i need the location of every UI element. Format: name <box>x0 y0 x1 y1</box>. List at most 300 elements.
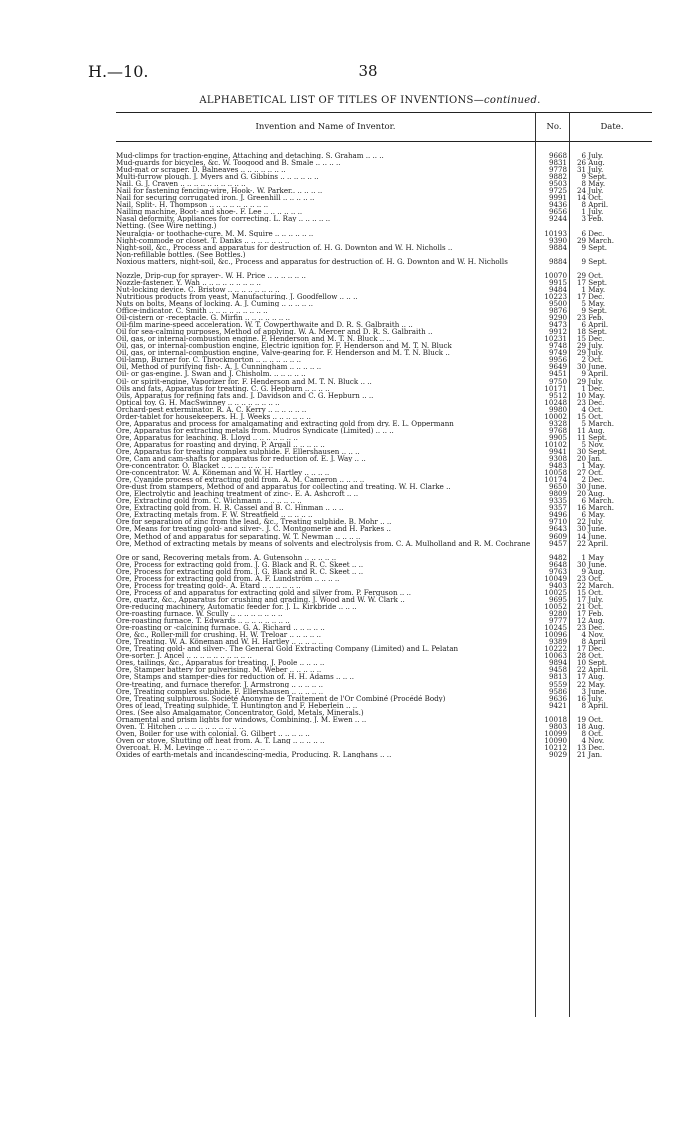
invention-title: Ores of lead, Treating sulphide. T. Huntington and F. Heberlein .. .. <box>116 701 358 709</box>
invention-title: Ore, Extracting metals from. F. W. Streatfield .. .. .. .. .. <box>116 511 313 519</box>
date-day: 29 <box>576 376 586 386</box>
date-month: April. <box>588 665 609 675</box>
table-row <box>116 258 652 272</box>
table-row <box>116 476 652 483</box>
date-month: Sept. <box>588 242 607 252</box>
invention-number: 9813 <box>548 672 567 682</box>
invention-title: Ore for separation of zinc from the lead, &c., Treating sulphide. B. Mohr .. .. <box>116 518 392 526</box>
date-day: 1 <box>581 383 586 393</box>
invention-number: 10223 <box>544 291 567 301</box>
invention-number: 10090 <box>544 735 567 745</box>
invention-title: Orchard-pest exterminator. R. A. C. Kerry .. .. .. .. .. .. <box>116 405 307 413</box>
date-month: Oct. <box>588 404 604 414</box>
invention-title: Oil for sea-calming purposes, Method of applying. W. A. Mercer and D. R. S. Galbraith .. <box>116 328 433 336</box>
date-day: 19 <box>576 714 586 724</box>
invention-number: 9956 <box>548 355 567 365</box>
date-month: Oct. <box>588 468 604 478</box>
invention-number: 9636 <box>548 693 567 703</box>
invention-number: 9778 <box>548 165 567 175</box>
invention-number: 10222 <box>544 644 567 654</box>
invention-number: 9029 <box>548 749 567 759</box>
date-month: Nov. <box>588 735 605 745</box>
table-row <box>116 392 652 399</box>
date-month: Dec. <box>588 228 605 238</box>
table-row <box>116 293 652 300</box>
table-row <box>116 504 652 511</box>
invention-date <box>574 215 652 222</box>
table-row <box>116 378 652 385</box>
invention-number: 9876 <box>548 306 567 316</box>
date-month: Dec. <box>588 623 605 633</box>
date-day: 1 <box>581 552 586 562</box>
table-row <box>116 631 652 638</box>
invention-number: 9586 <box>548 686 567 696</box>
invention-number: 9473 <box>548 320 567 330</box>
table-row <box>116 363 652 370</box>
invention-title: Ore, Method of extracting metals by means of solvents and electrolysis from. C. A. Mulholland and R. M. Cochrane <box>116 539 531 547</box>
table-row <box>116 370 652 377</box>
invention-title: Ore, Extracting gold from. H. R. Cassel and B. C. Hinman .. .. .. <box>116 504 344 512</box>
date-month: June. <box>588 686 607 696</box>
invention-title: Ore, Process for extracting gold from. A. F. Lundström .. .. .. .. <box>116 574 340 582</box>
invention-number: 9749 <box>548 348 567 358</box>
table-header-row <box>116 112 652 142</box>
invention-number: 10025 <box>544 587 567 597</box>
date-day: 9 <box>581 369 586 379</box>
date-month: Oct. <box>588 355 604 365</box>
date-day: 30 <box>576 524 586 534</box>
list-title <box>120 95 620 106</box>
table-row <box>116 638 652 645</box>
table-row <box>116 596 652 603</box>
invention-title: Oil-lamp, Burner for. C. Throckmorton .. .. .. .. .. .. .. <box>116 356 301 364</box>
table-row <box>116 610 652 617</box>
invention-number: 9991 <box>548 193 567 203</box>
table-row <box>116 666 652 673</box>
date-month: Oct. <box>588 270 604 280</box>
invention-title: Nuts on bolts, Means of locking. A. J. Cuming .. .. .. .. .. <box>116 299 314 308</box>
invention-date <box>574 751 652 758</box>
invention-title: Ore-roasting furnace. W. Scully .. .. .. .. .. .. .. .. <box>116 610 283 618</box>
invention-number: 9335 <box>548 496 567 506</box>
invention-number: 9656 <box>548 207 567 217</box>
table-row <box>116 737 652 744</box>
invention-number: 9280 <box>548 609 567 619</box>
date-month: May. <box>588 461 606 471</box>
invention-number: 9458 <box>548 665 567 675</box>
invention-number: 9695 <box>548 594 567 604</box>
invention-title: Oxides of earth-metals and incandescing-media, Producing. R. Langhans .. .. <box>116 750 392 759</box>
date-month: Aug. <box>588 721 605 731</box>
date-month: June. <box>588 524 607 534</box>
invention-title: Ore, Treating gold- and silver-. The General Gold Extracting Company (Limited) and L. Pelatan <box>116 645 459 653</box>
date-day: 17 <box>576 672 586 682</box>
invention-number: 9496 <box>548 510 567 520</box>
invention-title: Nasal deformity, Appliances for correcting. L. Ray .. .. .. .. .. <box>116 215 331 223</box>
table-row <box>116 533 652 540</box>
invention-title: Oven, Boiler for use with colonial. G. Gilbert .. .. .. .. .. <box>116 729 310 737</box>
date-month: Oct. <box>588 602 604 611</box>
date-day: 3 <box>581 214 586 224</box>
date-month: Sept. <box>588 277 607 287</box>
table-row <box>116 490 652 497</box>
date-day: 4 <box>581 630 586 640</box>
date-day: 30 <box>576 559 586 569</box>
invention-title: Ore-dust from stampers, Method of and apparatus for collecting and treating. W. H. Clarke .. <box>116 483 451 491</box>
date-month: Feb. <box>588 214 604 224</box>
table-row <box>116 681 652 688</box>
date-day: 12 <box>576 616 586 626</box>
date-day: 26 <box>576 158 586 168</box>
invention-number: 9609 <box>548 531 567 541</box>
date-month: Aug. <box>588 566 605 576</box>
invention-number: 9725 <box>548 186 567 196</box>
date-day: 18 <box>576 327 586 337</box>
table-row <box>116 709 652 716</box>
table-row <box>116 328 652 335</box>
date-month: Oct. <box>588 587 604 597</box>
column-header-invention: Invention and Name of Inventor. <box>255 122 396 132</box>
table-row <box>116 180 652 187</box>
invention-title: Ore, Treating complex sulphide. F. Ellershausen .. .. .. .. .. <box>116 687 324 695</box>
table-row <box>116 427 652 434</box>
invention-number: 9484 <box>548 284 567 294</box>
invention-date <box>574 702 652 709</box>
invention-number: 9649 <box>548 362 567 372</box>
invention-title: Netting. (See Wire netting.) <box>116 222 217 230</box>
invention-title: Nozzle, Drip-cup for sprayer-. W. H. Price .. .. .. .. .. .. <box>116 271 306 279</box>
table-row <box>116 603 652 610</box>
date-month: March. <box>588 496 614 506</box>
invention-title: Ore-treating, and furnace therefor. J. Armstrong .. .. .. .. .. <box>116 680 323 688</box>
date-month: July. <box>588 376 604 386</box>
date-month: Dec. <box>588 397 605 407</box>
invention-title: Ores. (See also Amalgamator, Concentrator, Gold, Metals, Minerals.) <box>116 708 364 716</box>
invention-title: Ore, &c., Roller-mill for crushing. H. W. Treloar .. .. .. .. .. <box>116 631 322 639</box>
table-row <box>116 152 652 159</box>
invention-number: 9650 <box>548 482 567 492</box>
table-row <box>116 300 652 307</box>
invention-number: 10102 <box>544 439 567 449</box>
table-row <box>116 173 652 180</box>
invention-title: Ore, Stamper battery for pulverising. M. Weber .. .. .. .. .. <box>116 666 322 674</box>
table-row <box>116 399 652 406</box>
date-day: 8 <box>581 200 586 210</box>
date-day: 5 <box>581 418 586 428</box>
date-day: 6 <box>581 510 586 520</box>
invention-number: 10052 <box>544 602 567 611</box>
invention-title: Ore, Means for treating gold- and silver-. J. C. Montgomerie and H. Parkes .. <box>116 525 391 533</box>
date-day: 17 <box>576 609 586 619</box>
invention-title: Ore, Apparatus for leaching. B. Lloyd .. .. .. .. .. .. .. <box>116 433 298 441</box>
table-row <box>116 652 652 659</box>
invention-title: Ore, Stamps and stamper-dies for reduction of. H. H. Adams .. .. .. <box>116 673 355 681</box>
invention-title: Oil-cistern or -receptacle. G. Mirfin .. .. .. .. .. .. .. <box>116 314 291 322</box>
invention-title: Oil, gas, or internal-combustion engine, Electric ignition for. F. Henderson and M. T. N. Bluck <box>116 342 452 350</box>
date-day: 8 <box>581 179 586 189</box>
date-day: 30 <box>576 482 586 492</box>
date-day: 29 <box>576 235 586 245</box>
invention-number: 9894 <box>548 658 567 668</box>
date-day: 31 <box>576 165 586 175</box>
date-month: Oct. <box>588 651 604 661</box>
date-day: 30 <box>576 362 586 372</box>
date-day: 17 <box>576 291 586 301</box>
date-day: 28 <box>576 651 586 661</box>
invention-number: 9403 <box>548 580 567 590</box>
invention-number: 9768 <box>548 425 567 435</box>
date-day: 21 <box>576 602 586 611</box>
invention-title: Ore or sand, Recovering metals from. A. Gutensohn .. .. .. .. .. <box>116 553 337 561</box>
date-month: March. <box>588 503 614 513</box>
date-month: Dec. <box>588 291 605 301</box>
table-row <box>116 624 652 631</box>
invention-title: Oil, gas, or internal-combustion engine. F. Henderson and M. T. N. Bluck .. .. <box>116 335 392 343</box>
table-row <box>116 617 652 624</box>
table-row <box>116 589 652 596</box>
date-day: 8 <box>581 700 586 710</box>
invention-number: 10245 <box>544 623 567 633</box>
date-day: 15 <box>576 587 586 597</box>
date-month: Oct. <box>588 193 604 203</box>
date-day: 14 <box>576 193 586 203</box>
invention-title: Ore, Process for extracting gold from. J. G. Black and R. C. Skeet .. .. <box>116 567 364 575</box>
invention-number: 10174 <box>544 475 567 485</box>
date-day: 17 <box>576 594 586 604</box>
date-month: July. <box>588 693 604 703</box>
date-month: May. <box>588 284 606 294</box>
invention-title: Oil, Method of purifying fish-. A. J. Cunningham .. .. .. .. .. <box>116 363 322 371</box>
date-day: 8 <box>581 728 586 738</box>
invention-number: 9803 <box>548 721 567 731</box>
table-row <box>116 688 652 695</box>
invention-number: 10099 <box>544 728 567 738</box>
invention-title: Nozzle-fastener. Y. Wah .. .. .. .. .. .. .. .. .. <box>116 278 261 286</box>
invention-number: 9912 <box>548 327 567 337</box>
invention-date <box>574 244 652 251</box>
invention-title: Ore, Apparatus and process for amalgamating and extracting gold from dry. E. L. Oppermann <box>116 419 454 427</box>
date-month: Jan. <box>588 454 603 464</box>
invention-title: Oil, gas, or internal-combustion engine, Valve-gearing for. F. Henderson and M. T. N. Bluck .. <box>116 349 450 357</box>
date-day: 21 <box>576 749 586 759</box>
table-row <box>116 511 652 518</box>
invention-title: Ore-roasting furnace. T. Edwards .. .. .. .. .. .. .. .. <box>116 617 290 625</box>
date-day: 27 <box>576 468 586 478</box>
inventions-table-header <box>116 112 652 142</box>
invention-number: 9390 <box>548 235 567 245</box>
table-row <box>116 483 652 490</box>
date-day: 9 <box>581 566 586 576</box>
date-day: 23 <box>576 573 586 583</box>
table-row <box>116 554 652 561</box>
invention-title: Nut-locking device. C. Bristow .. .. .. .. .. .. .. .. <box>116 285 280 293</box>
date-day: 5 <box>581 298 586 308</box>
table-row <box>116 307 652 314</box>
invention-title: Ore, Apparatus for extracting metals from. Mudros Syndicate (Limited) .. .. .. <box>116 426 394 434</box>
date-day: 30 <box>576 446 586 456</box>
date-month: April. <box>588 369 609 379</box>
invention-number: 9357 <box>548 503 567 513</box>
date-month: June. <box>588 482 607 492</box>
table-row <box>116 187 652 194</box>
date-day: 14 <box>576 531 586 541</box>
invention-title: Mud-climps for traction-engine, Attaching and detaching. S. Graham .. .. .. <box>116 152 384 160</box>
table-row <box>116 356 652 363</box>
table-row <box>116 222 652 229</box>
date-day: 9 <box>581 172 586 182</box>
invention-number: 9941 <box>548 446 567 456</box>
invention-number: 10171 <box>544 383 567 393</box>
invention-title: Oil-film marine-speed acceleration. W. T. Cowperthwaite and D. R. S. Galbraith .. .. <box>116 321 413 329</box>
invention-title: Noxious matters, night-soil, &c., Process and apparatus for destruction of. H. G. Downton and W. H. Nicholls <box>116 257 508 265</box>
date-day: 2 <box>581 355 586 365</box>
date-month: Oct. <box>588 573 604 583</box>
date-day: 22 <box>576 580 586 590</box>
table-row <box>116 215 652 222</box>
table-row <box>116 673 652 680</box>
table-row <box>116 540 652 554</box>
invention-number: 9500 <box>548 298 567 308</box>
date-day: 1 <box>581 284 586 294</box>
invention-number: 9559 <box>548 679 567 689</box>
invention-title: Non-refillable bottles. (See Bottles.) <box>116 250 246 258</box>
date-month: Sept. <box>588 256 607 266</box>
date-month: Nov. <box>588 439 605 449</box>
table-row <box>116 406 652 413</box>
date-day: 17 <box>576 277 586 287</box>
date-month: Dec. <box>588 742 605 752</box>
date-month: May. <box>588 179 606 189</box>
date-day: 10 <box>576 658 586 668</box>
invention-number: 9905 <box>548 432 567 442</box>
invention-title: Office-indicator. C. Smith .. .. .. .. .. .. .. .. .. <box>116 307 268 315</box>
table-row <box>116 497 652 504</box>
table-row <box>116 201 652 208</box>
date-day: 23 <box>576 623 586 633</box>
invention-title: Night-soil, &c., Process and apparatus for destruction of. H. G. Downton and W. H. Nicholls .. <box>116 243 453 251</box>
date-day: 29 <box>576 270 586 280</box>
date-month: April. <box>588 320 609 330</box>
table-row <box>116 751 652 758</box>
date-month: July. <box>588 186 604 196</box>
invention-number: 9482 <box>548 552 567 562</box>
invention-title: Mud-guards for bicycles, &c. W. Toogood and B. Smale .. .. .. .. <box>116 159 341 167</box>
table-row <box>116 434 652 441</box>
date-month: Sept. <box>588 432 607 442</box>
table-row <box>116 335 652 342</box>
table-row <box>116 441 652 448</box>
invention-number: 9980 <box>548 404 567 414</box>
invention-title: Overcoat. H. M. Levinge .. .. .. .. .. .. .. .. .. <box>116 743 266 751</box>
date-month: Dec. <box>588 383 605 393</box>
invention-title: Ore-roasting or -calcining furnace. G. A. Richard .. .. .. .. .. <box>116 624 325 632</box>
inventions-table-body <box>116 152 652 758</box>
invention-title: Nailing machine, Boot- and shoe-. F. Lee .. .. .. .. .. .. <box>116 208 303 216</box>
date-month: July. <box>588 594 604 604</box>
invention-title: Ore, Treating. W. A. Köneman and W. H. Hartley .. .. .. .. .. <box>116 638 324 646</box>
invention-title: Night-commode or closet. T. Danks .. .. .. .. .. .. .. <box>116 236 290 244</box>
invention-title: Oils and fats, Apparatus for treating. C. G. Hepburn .. .. .. .. <box>116 384 330 392</box>
date-day: 6 <box>581 320 586 330</box>
invention-number: 9436 <box>548 200 567 210</box>
invention-title: Nail, Split-. H. Thompson .. .. .. .. .. .. .. .. .. <box>116 201 269 209</box>
date-month: May <box>588 552 604 562</box>
date-day: 2 <box>581 475 586 485</box>
table-row <box>116 286 652 293</box>
list-title-main: ALPHABETICAL LIST OF TITLES OF INVENTIONS— <box>199 95 484 106</box>
invention-title: Ore, Electrolytic and leaching treatment of zinc-. E. A. Ashcroft .. .. <box>116 490 359 498</box>
date-month: Oct. <box>588 728 604 738</box>
invention-number: 10248 <box>544 397 567 407</box>
table-row <box>116 695 652 702</box>
invention-title: Ore, Apparatus for roasting and drying. P. Argall .. .. .. .. .. <box>116 440 325 448</box>
invention-number: 10002 <box>544 411 567 421</box>
date-day: 3 <box>581 686 586 696</box>
invention-title: Order-tablet for housekeepers. H. J. Weeks .. .. .. .. .. .. <box>116 412 311 420</box>
date-month: March. <box>588 418 614 428</box>
table-row <box>116 448 652 455</box>
date-month: Aug. <box>588 158 605 168</box>
date-month: Sept. <box>588 172 607 182</box>
date-day: 6 <box>581 496 586 506</box>
invention-number: 9457 <box>548 538 567 548</box>
invention-title: Ore, Cam and cam-shafts for apparatus for reduction of. E. J. Way .. .. <box>116 455 366 463</box>
invention-number: 9809 <box>548 489 567 499</box>
date-month: July. <box>588 341 604 351</box>
date-day: 23 <box>576 397 586 407</box>
table-row <box>116 716 652 723</box>
invention-title: Ore-reducing machinery, Automatic feeder for. J. L. Kirkbride .. .. .. <box>116 603 357 611</box>
table-row <box>116 582 652 589</box>
table-row <box>116 321 652 328</box>
date-day: 11 <box>576 432 586 442</box>
table-row <box>116 645 652 652</box>
invention-number: 9328 <box>548 418 567 428</box>
date-month: Dec. <box>588 334 605 344</box>
table-row <box>116 659 652 666</box>
invention-number: 10193 <box>544 228 567 238</box>
invention-number: 10063 <box>544 651 567 661</box>
table-row <box>116 244 652 251</box>
invention-title: Optical toy. G. H. MacSwinney .. .. .. .. .. .. .. .. <box>116 398 280 406</box>
invention-title: Mud-mat or scraper. D. Balneaves .. .. .. .. .. .. .. <box>116 166 286 174</box>
table-row <box>116 208 652 215</box>
date-day: 5 <box>581 439 586 449</box>
date-day: 17 <box>576 644 586 654</box>
invention-number: 9668 <box>548 151 567 160</box>
invention-number: 9503 <box>548 179 567 189</box>
invention-number: 9882 <box>548 172 567 182</box>
date-month: May. <box>588 679 606 689</box>
table-row <box>116 420 652 427</box>
date-month: Aug. <box>588 672 605 682</box>
table-row <box>116 166 652 173</box>
table-row <box>116 744 652 751</box>
date-month: July. <box>588 165 604 175</box>
date-month: Feb. <box>588 313 604 323</box>
invention-number: 9290 <box>548 313 567 323</box>
invention-number: 9884 <box>548 242 567 252</box>
table-row <box>116 251 652 258</box>
invention-title: Ore, Extracting gold from. C. Wichmann .. .. .. .. .. .. <box>116 497 302 505</box>
table-row <box>116 237 652 244</box>
invention-title: Ore, Method of and apparatus for separating. W. T. Newman .. .. .. .. <box>116 532 361 540</box>
date-month: May. <box>588 298 606 308</box>
date-month: Aug. <box>588 489 605 499</box>
invention-number: 10049 <box>544 573 567 583</box>
date-day: 9 <box>581 242 586 252</box>
invention-date <box>574 258 652 265</box>
